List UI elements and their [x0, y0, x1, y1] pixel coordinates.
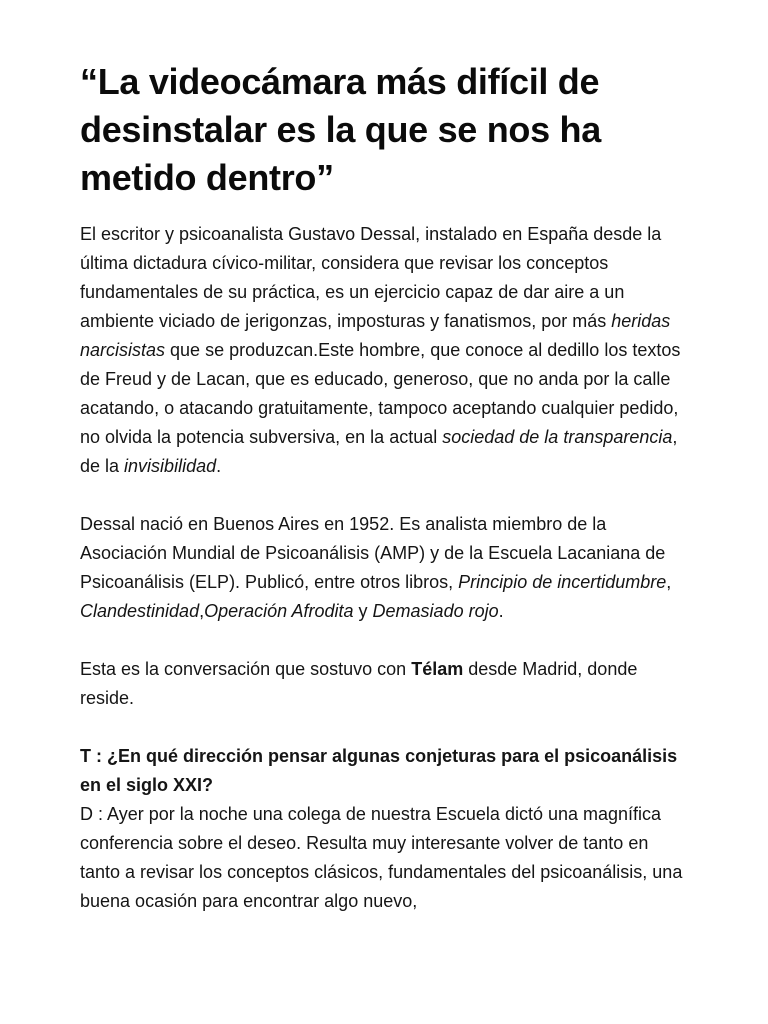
- paragraph-spacer: [80, 481, 692, 510]
- intro-italic-2: sociedad de la transparencia: [442, 427, 673, 447]
- paragraph-spacer: [80, 626, 692, 655]
- bio-text-4: y: [353, 601, 373, 621]
- bio-text-5: .: [498, 601, 504, 621]
- bio-text-1: Dessal nació en Buenos Aires en 1952. Es analista miembro de la Asociación Mundial de Psicoanálisis (AMP) y de la Escuela Lacaniana de Psicoanálisis (ELP). Publicó, entre otros libros,: [80, 514, 666, 592]
- paragraph-spacer: [80, 713, 692, 742]
- article-title: “La videocámara más difícil de desinstalar es la que se nos ha metido dentro”: [80, 61, 601, 198]
- outlet-name: Télam: [411, 659, 464, 679]
- intro-italic-1: heridas narcisistas: [80, 311, 671, 360]
- book-title-demasiado-rojo: Demasiado rojo: [372, 601, 499, 621]
- article-body: [80, 58, 692, 916]
- conversation-text-2: desde Madrid, donde reside.: [80, 659, 638, 708]
- book-title-principio: Principio de incertidumbre: [458, 572, 667, 592]
- book-title-operacion-afrodita: Operación Afrodita: [204, 601, 354, 621]
- bio-text-2: ,: [666, 572, 672, 592]
- conversation-text-1: Esta es la conversación que sostuvo con: [80, 659, 412, 679]
- intro-text-4: .: [216, 456, 222, 476]
- intro-text-2: que se produzcan.Este hombre, que conoce al dedillo los textos de Freud y de Lacan, que es educado, generoso, que no anda por la calle acatando, o atacando gratuitamente, tampoco aceptando cualquier pedido, no olvida la potencia subversiva, en la actual: [80, 340, 681, 447]
- interview-answer: D : Ayer por la noche una colega de nuestra Escuela dictó una magnífica conferencia sobre el deseo. Resulta muy interesante volver de tanto en tanto a revisar los conceptos clásicos, fundamentales del psicoanálisis, una buena ocasión para encontrar algo nuevo,: [80, 804, 683, 911]
- intro-text-3: , de la: [80, 427, 678, 476]
- bio-text-3: ,: [199, 601, 205, 621]
- intro-text-1: El escritor y psicoanalista Gustavo Dessal, instalado en España desde la última dictadura cívico-militar, considera que revisar los conceptos fundamentales de su práctica, es un ejercicio capaz de dar aire a un ambiente viciado de jerigonzas, imposturas y fanatismos, por más: [80, 224, 662, 331]
- bio-paragraph: [80, 510, 692, 626]
- intro-italic-3: invisibilidad: [124, 456, 217, 476]
- conversation-paragraph: [80, 655, 692, 713]
- interview-question: T : ¿En qué dirección pensar algunas conjeturas para el psicoanálisis en el siglo XXI?: [80, 746, 678, 795]
- book-title-clandestinidad: Clandestinidad: [80, 601, 200, 621]
- intro-paragraph: [80, 220, 692, 481]
